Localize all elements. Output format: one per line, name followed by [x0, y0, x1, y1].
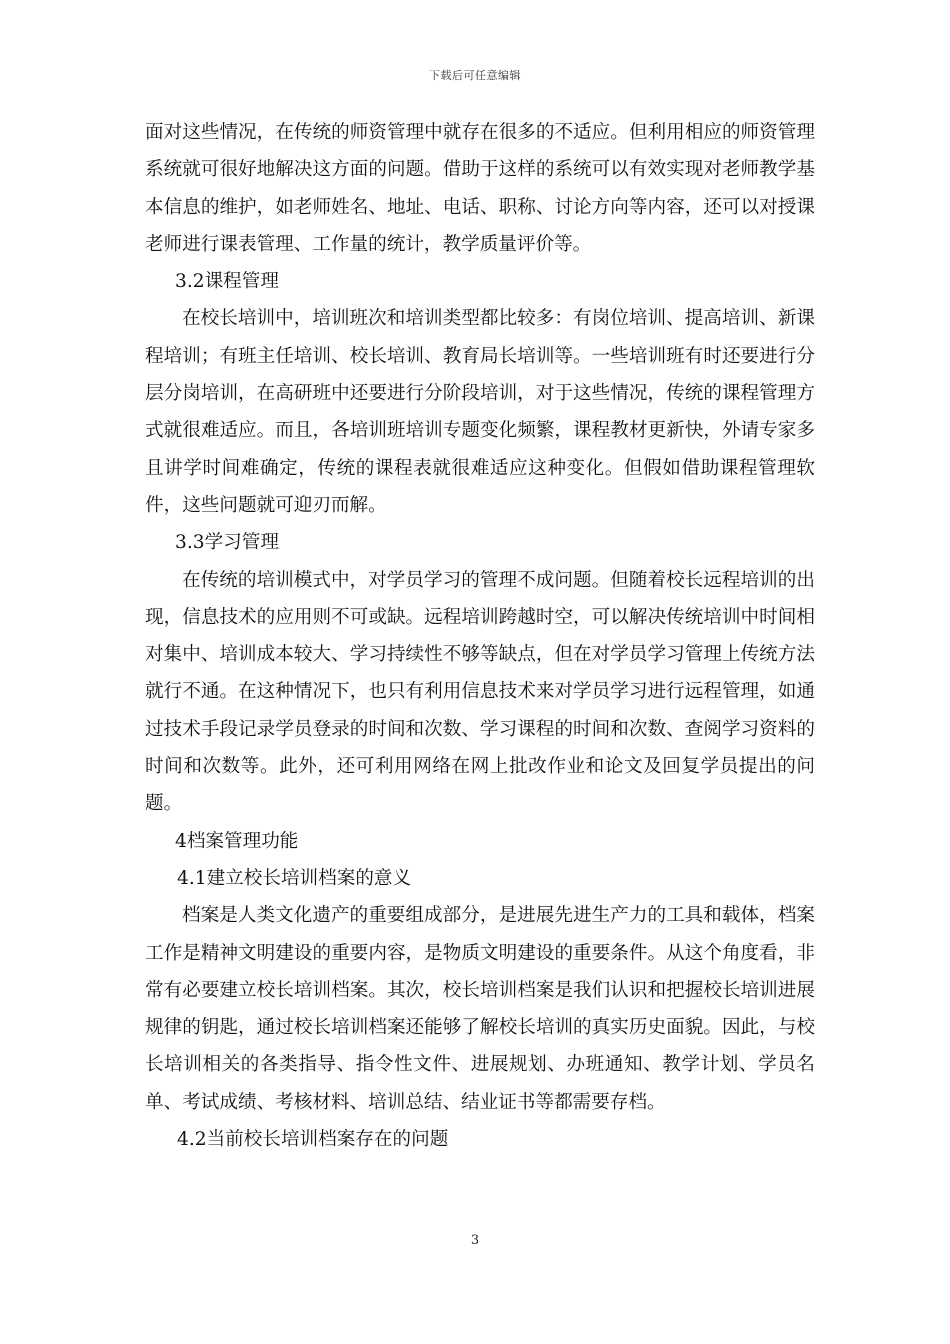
paragraph: 在传统的培训模式中，对学员学习的管理不成问题。但随着校长远程培训的出现，信息技术的应用则不可或缺。远程培训跨越时空，可以解决传统培训中时间相对集中、培训成本较大、学习持续性不够等缺点，但在对学员学习管理上传统方法就行不通。在这种情况下，也只有利用信息技术来对学员学习进行远程管理，如通过技术手段记录学员登录的时间和次数、学习课程的时间和次数、查阅学习资料的时间和次数等。此外，还可利用网络在网上批改作业和论文及回复学员提出的问题。: [145, 569, 815, 815]
section-heading: 4.2当前校长培训档案存在的问题: [177, 1129, 449, 1151]
document-body: [145, 114, 815, 1158]
section-heading: 4.1建立校长培训档案的意义: [177, 867, 412, 889]
section-heading: 3.3学习管理: [175, 532, 279, 554]
paragraph: 面对这些情况，在传统的师资管理中就存在很多的不适应。但利用相应的师资管理系统就可很好地解决这方面的问题。借助于这样的系统可以有效实现对老师教学基本信息的维护，如老师姓名、地址、电话、职称、讨论方向等内容，还可以对授课老师进行课表管理、工作量的统计，教学质量评价等。: [145, 122, 815, 255]
page-header: 下载后可任意编辑: [429, 69, 521, 82]
section-heading: 4档案管理功能: [175, 830, 299, 852]
section-heading: 3.2课程管理: [175, 271, 279, 293]
page-number: 3: [470, 1233, 480, 1248]
paragraph: 档案是人类文化遗产的重要组成部分，是进展先进生产力的工具和载体，档案工作是精神文明建设的重要内容，是物质文明建设的重要条件。从这个角度看，非常有必要建立校长培训档案。其次，校长培训档案是我们认识和把握校长培训进展规律的钥匙，通过校长培训档案还能够了解校长培训的真实历史面貌。因此，与校长培训相关的各类指导、指令性文件、进展规划、办班通知、教学计划、学员名单、考试成绩、考核材料、培训总结、结业证书等都需要存档。: [145, 905, 815, 1113]
paragraph: 在校长培训中，培训班次和培训类型都比较多：有岗位培训、提高培训、新课程培训；有班主任培训、校长培训、教育局长培训等。一些培训班有时还要进行分层分岗培训，在高研班中还要进行分阶段培训，对于这些情况，传统的课程管理方式就很难适应。而且，各培训班培训专题变化频繁，课程教材更新快，外请专家多且讲学时间难确定，传统的课程表就很难适应这种变化。但假如借助课程管理软件，这些问题就可迎刃而解。: [145, 308, 815, 516]
